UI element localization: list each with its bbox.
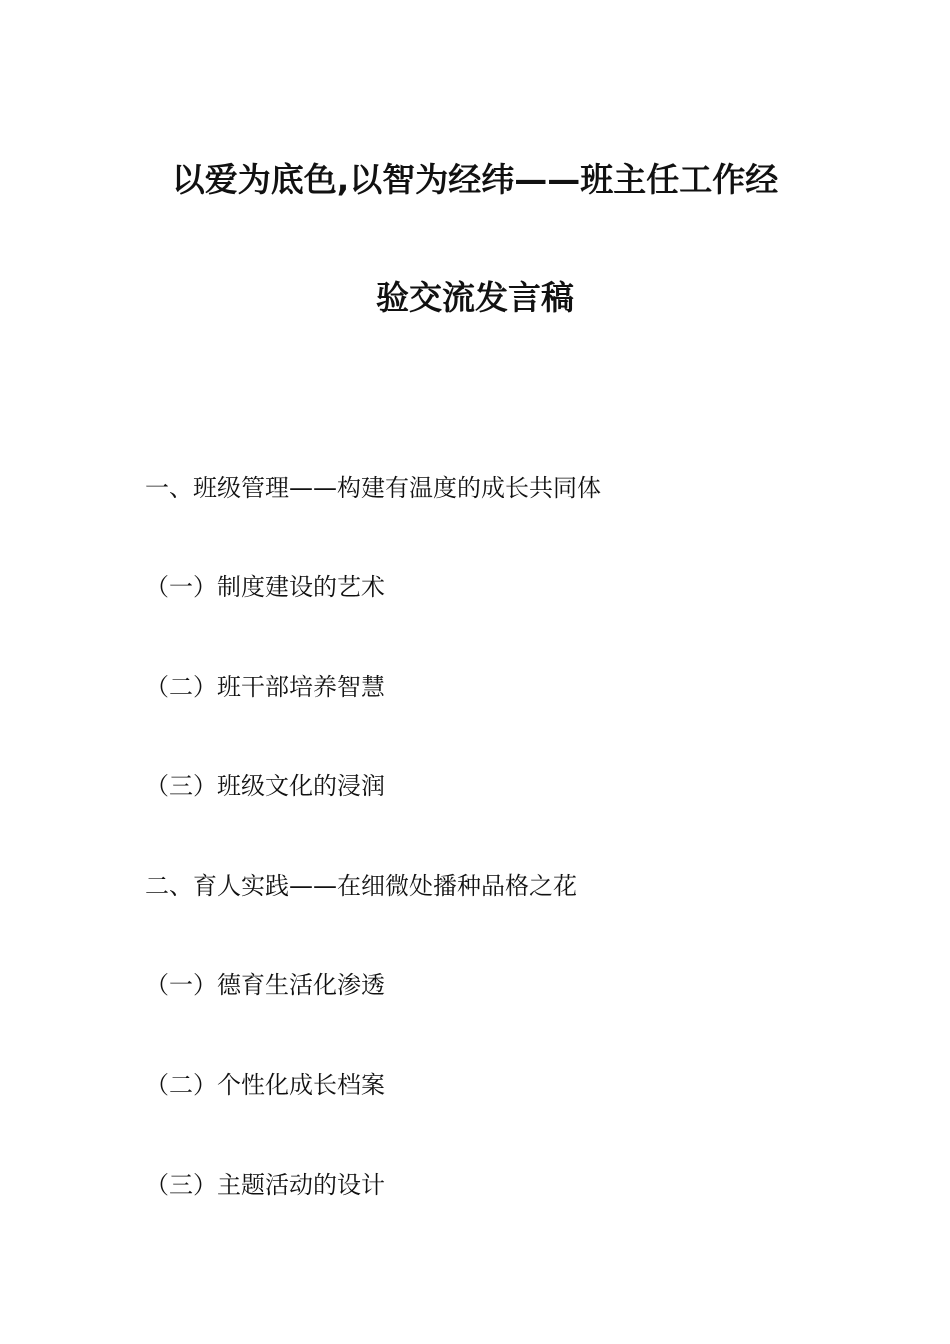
subsection-heading-1-3: （三）班级文化的浸润 [145,772,385,800]
subsection-heading-2-3: （三）主题活动的设计 [145,1171,385,1199]
document-title-line-1: 以爱为底色,以智为经纬——班主任工作经 [171,160,779,199]
section-heading-2: 二、育人实践——在细微处播种品格之花 [145,872,577,900]
subsection-heading-2-1: （一）德育生活化渗透 [145,971,385,999]
section-heading-1: 一、班级管理——构建有温度的成长共同体 [145,474,601,502]
subsection-heading-1-2: （二）班干部培养智慧 [145,673,385,701]
subsection-heading-1-1: （一）制度建设的艺术 [145,573,385,601]
subsection-heading-2-2: （二）个性化成长档案 [145,1071,385,1099]
document-title-line-2: 验交流发言稿 [376,278,574,317]
